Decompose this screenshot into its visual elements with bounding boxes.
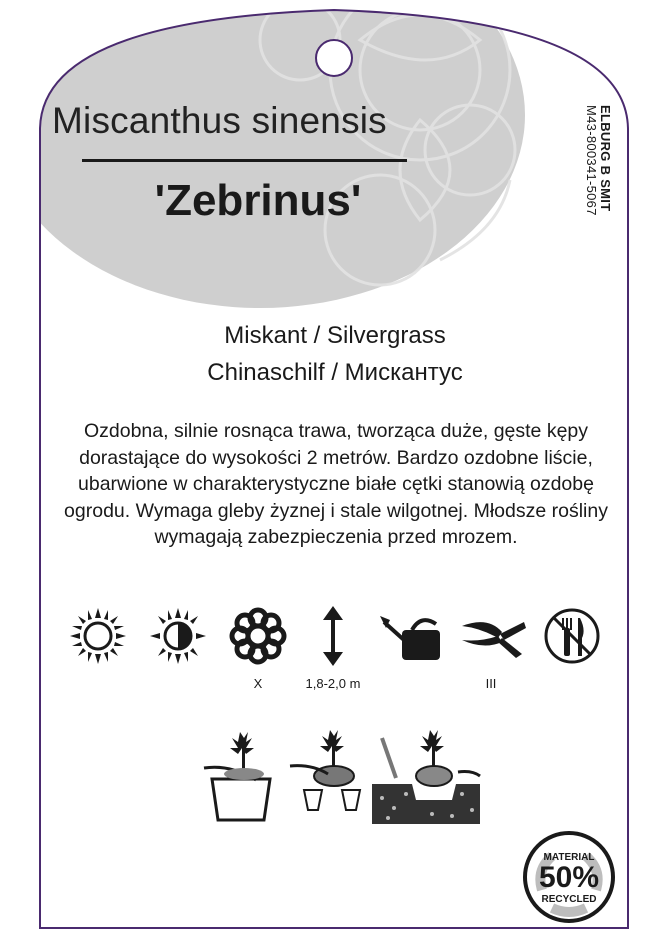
common-names-line1: Miskant / Silvergrass [224,322,446,349]
common-names-line2: Chinaschilf / Мискантус [207,359,463,386]
planting-icon [372,724,482,824]
repot-icon [288,724,378,824]
cultivar-name: 'Zebrinus' [154,176,362,225]
title-divider [82,159,407,162]
flower-label: X [253,676,263,691]
recycle-line2: 50% [538,861,600,894]
flower-icon [228,606,288,666]
brand-code: M43-800341-5067 [584,105,599,216]
pot-icon [200,724,290,824]
recycle-line1: MATERIAL [543,852,595,863]
plant-description: Ozdobna, silnie rosnąca trawa, tworząca duże, gęste kępy dorastające do wysokości 2 metrów. Bardzo ozdobne liście, ubarwione w charakterystyczne białe cętki stanowią ozdobę ogrodu. Wymaga gleby żyznej i stale wilgotnej. Młodsze rośliny wymagają zabezpieczenia przed mrozem. [64,420,608,548]
half-shade-icon [148,606,208,666]
brand-name: ELBURG B SMIT [598,105,613,212]
pruning-label: III [485,676,497,691]
not-edible-icon [542,606,602,666]
hang-hole [316,40,352,76]
full-sun-icon [68,606,128,666]
brand-block [584,105,612,216]
height-arrow-icon [318,606,348,666]
recycle-badge [522,830,616,924]
watering-can-icon [378,612,448,662]
height-label: 1,8-2,0 m [305,676,361,691]
recycle-line3: RECYCLED [541,894,597,905]
latin-name: Miscanthus sinensis [52,100,387,141]
pruning-shears-icon [458,612,528,662]
